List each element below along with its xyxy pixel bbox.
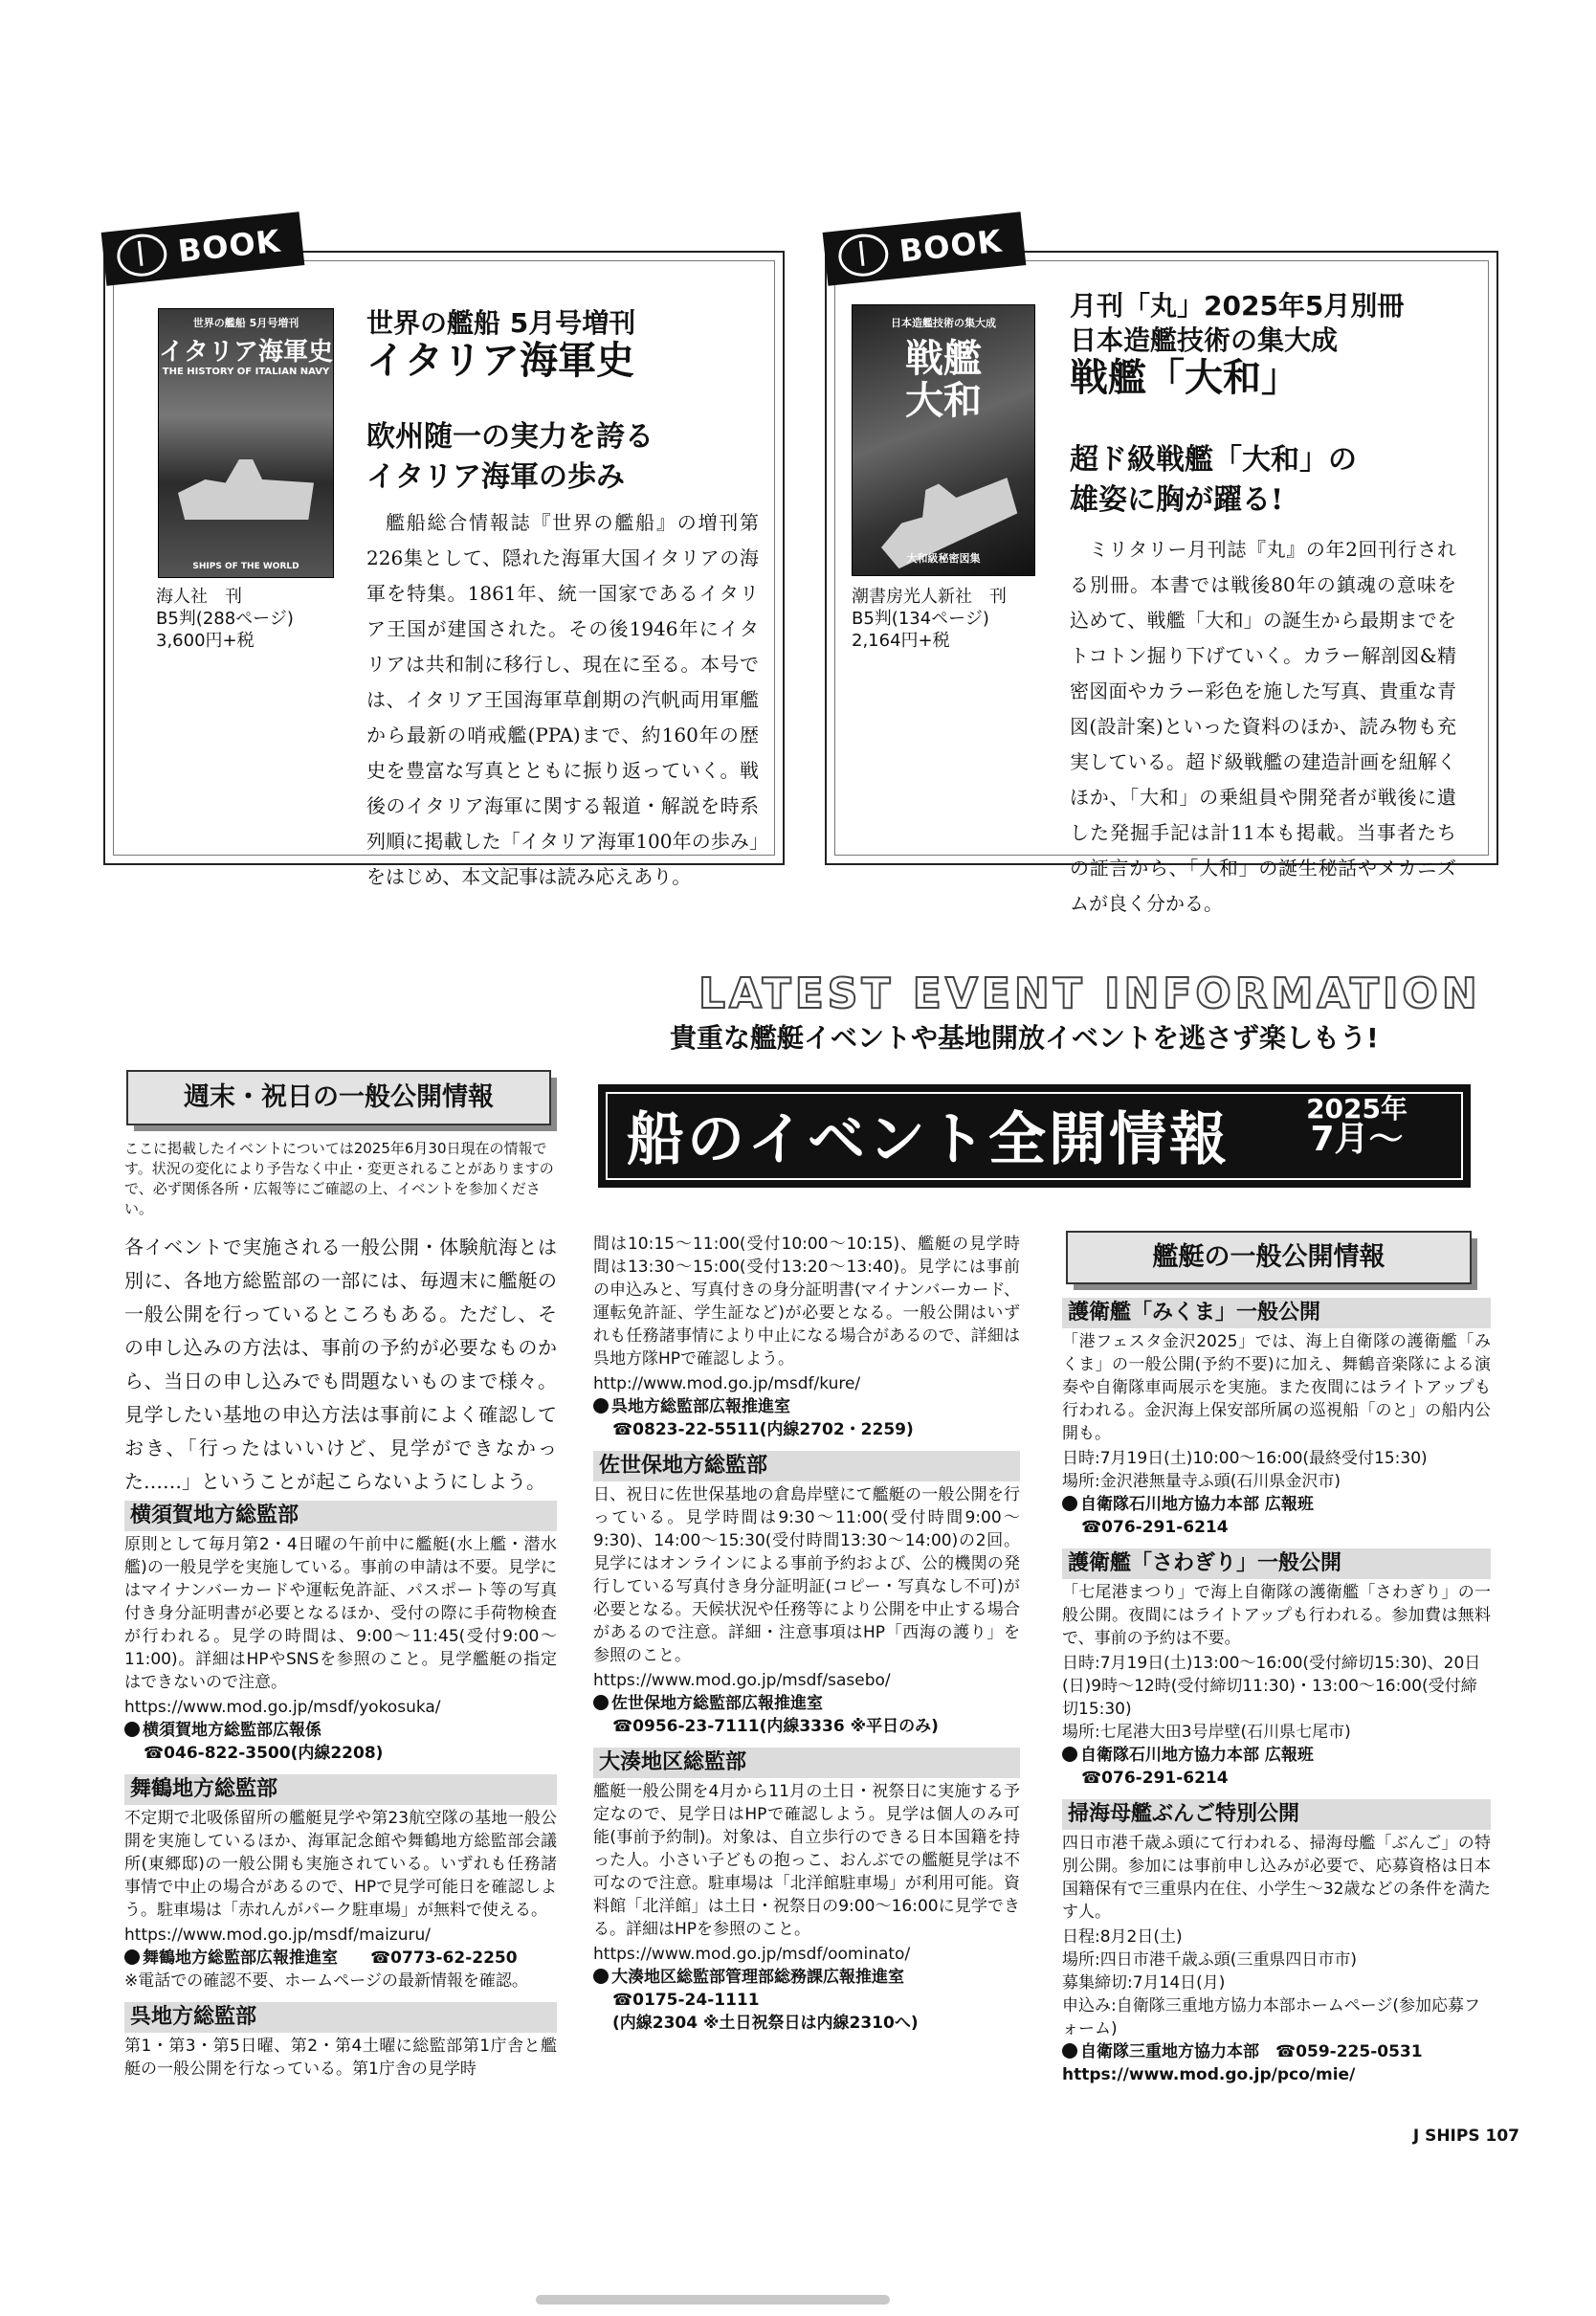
book-cover-italian-navy[interactable]: [158, 308, 334, 578]
ominato-body: 艦艇一般公開を4月から11月の土日・祝祭日に実施する予定なので、見学日はHPで確認しよう。見学は個人のみ可能(事前予約制)。対象は、自立歩行のできる日本国籍を持った人。小さい子どもの抱っこ、おんぶでの艦艇見学は不可なので注意。駐車場は「北洋館駐車場」が利用可能。資料館「北洋館」は土日・祝祭日の9:00〜16:00に見学できる。詳細はHPを参照のこと。: [593, 1782, 1020, 1939]
section-maizuru: 舞鶴地方総監部: [124, 1774, 557, 1805]
cover-title: イタリア海軍史: [159, 338, 334, 367]
page-number: J SHIPS 107: [1412, 2127, 1519, 2146]
cover-footer: SHIPS OF THE WORLD: [192, 562, 299, 571]
book1-title: イタリア海軍史: [366, 339, 634, 383]
ominato-contact-name: 大湊地区総監部管理部総務課広報推進室: [611, 1968, 904, 1987]
book-tag-label: BOOK: [176, 222, 283, 270]
bungo-apply: 申込み:自衛隊三重地方協力本部ホームページ(参加応募フォーム): [1062, 1996, 1481, 2038]
bungo-place: 場所:四日市港千歳ふ頭(三重県四日市市): [1062, 1950, 1357, 1970]
bungo-tel[interactable]: ☎059-225-0531: [1275, 2042, 1423, 2061]
book1-price: 3,600円+税: [156, 631, 255, 651]
section-kure: 呉地方総監部: [124, 2002, 557, 2033]
yokosuka-contact: [124, 1719, 557, 1742]
cover-subtitle: THE HISTORY OF ITALIAN NAVY: [162, 367, 330, 377]
public-heading-box: [1066, 1231, 1472, 1284]
book2-lead: [1070, 440, 1357, 521]
aircraft-carrier-image: [178, 453, 314, 520]
banner-year: 2025年: [1306, 1093, 1408, 1125]
book2-format: B5判(134ページ): [852, 609, 989, 629]
book1-format: B5判(288ページ): [156, 609, 294, 629]
sawagiri-contact: [1062, 1744, 1491, 1767]
kure-body: 間は10:15〜11:00(受付10:00〜10:15)、艦艇の見学時間は13:30〜15:00(受付13:20〜13:40)。見学には事前の申込みと、写真付きの身分証明書(マイナンバーカード、運転免許証、学生証など)が必要となる。一般公開はいずれも任務諸事情により中止になる場合があるので、詳細は呉地方隊HPで確認しよう。: [593, 1235, 1020, 1369]
ominato-url[interactable]: https://www.mod.go.jp/msdf/oominato/: [593, 1945, 911, 1964]
yokosuka-body: 原則として毎月第2・4日曜の午前中に艦艇(水上艦・潜水艦)の一般見学を実施している。事前の申請は不要。見学にはマイナンバーカードや運転免許証、パスポート等の写真付き身分証明書が必要となるほか、受付の際に手荷物検査が行われる。見学の時間は、9:00〜11:45(受付9:00〜11:00)。詳細はHPやSNSを参照のこと。見学艦艇の指定はできないので注意。: [124, 1535, 557, 1692]
bungo-url[interactable]: https://www.mod.go.jp/pco/mie/: [1062, 2065, 1356, 2084]
maizuru-url[interactable]: https://www.mod.go.jp/msdf/maizuru/: [124, 1926, 431, 1945]
book-tag-label: BOOK: [898, 222, 1005, 270]
right-column: [1062, 1292, 1491, 2086]
weekend-notice: ここに掲載したイベントについては2025年6月30日現在の情報です。状況の変化により予告なく中止・変更されることがありますので、必ず関係各所・広報等にご確認の上、イベントを参加ください。: [124, 1140, 554, 1217]
cover-small-title: 世界の艦船 5月号増刊: [192, 317, 299, 329]
banner-month: 7月〜: [1310, 1120, 1404, 1159]
mikuma-contact: [1062, 1493, 1491, 1516]
contact-mark-icon: [1062, 1747, 1077, 1762]
book1-publisher: 海人社 刊: [156, 587, 242, 607]
book2-lead-line1: 超ド級戦艦「大和」の: [1070, 443, 1357, 477]
sasebo-url[interactable]: https://www.mod.go.jp/msdf/sasebo/: [593, 1671, 891, 1690]
mikuma-place: 場所:金沢港無量寺ふ頭(石川県金沢市): [1062, 1472, 1341, 1491]
left-column: [124, 1495, 557, 2082]
sawagiri-date: 日時:7月19日(土)13:00〜16:00(受付締切15:30)、20日(日)9時〜12時(受付締切11:30)・13:00〜16:00(受付締切15:30): [1062, 1654, 1481, 1719]
sasebo-tel[interactable]: ☎0956-23-7111(内線3336 ※平日のみ): [612, 1717, 939, 1736]
maizuru-note: ※電話での確認不要、ホームページの最新情報を確認。: [124, 1971, 528, 1991]
weekend-intro: 各イベントで実施される一般公開・体験航海とは別に、各地方総監部の一部には、毎週末に艦艇の一般公開を行っているところもある。ただし、その申し込みの方法は、事前の予約が必要なものから、当日の申し込みでも問題ないものまで様々。見学したい基地の申込方法は事前によく確認しておき、「行ったはいいけど、見学ができなかった……」ということが起こらないようにしよう。: [124, 1236, 557, 1493]
book2-lead-line2: 雄姿に胸が躍る!: [1070, 483, 1284, 517]
maizuru-tel[interactable]: ☎0773-62-2250: [370, 1949, 518, 1968]
book-icon: [836, 232, 890, 278]
contact-mark-icon: [124, 1722, 140, 1737]
contact-mark-icon: [593, 1398, 609, 1414]
book2-publisher: 潮書房光人新社 刊: [852, 587, 1007, 607]
event-subheading: 貴重な艦艇イベントや基地開放イベントを逃さず楽しもう!: [670, 1022, 1379, 1054]
ominato-tel-ext: (内線2304 ※土日祝祭日は内線2310へ): [612, 2014, 919, 2033]
cover-footer: 大和級秘密図集: [906, 552, 981, 565]
sasebo-contact-name: 佐世保地方総監部広報推進室: [611, 1694, 823, 1713]
mikuma-contact-name: 自衛隊石川地方協力本部 広報班: [1080, 1495, 1314, 1514]
book2-body: ミリタリー月刊誌『丸』の年2回刊行される別冊。本書では戦後80年の鎮魂の意味を込めて、戦艦「大和」の誕生から最期までをトコトン掘り下げていく。カラー解剖図&精密図面やカラー彩色を施した写真、貴重な青図(設計案)といった資料のほか、読み物も充実している。超ド級戦艦の建造計画を紐解くほか、「大和」の乗組員や開発者が戦後に遺した発掘手記は計11本も掲載。当事者たちの証言から、「大和」の誕生秘話やメカニズムが良く分かる。: [1070, 538, 1456, 915]
bungo-date: 日程:8月2日(土): [1062, 1927, 1183, 1947]
bungo-contact: [1062, 2040, 1491, 2063]
kure-contact: [593, 1395, 1020, 1418]
cover-subtitle: 日本造艦技術の集大成: [891, 317, 996, 329]
cover-title: 戦艦 大和: [905, 337, 982, 423]
book2-kicker-line1: 月刊「丸」2025年5月別冊: [1070, 290, 1405, 322]
book1-lead: [366, 417, 654, 498]
kure-url[interactable]: http://www.mod.go.jp/msdf/kure/: [593, 1374, 861, 1393]
yokosuka-tel[interactable]: ☎046-822-3500(内線2208): [144, 1744, 384, 1763]
public-heading: 艦艇の一般公開情報: [1152, 1242, 1385, 1272]
sasebo-contact: [593, 1692, 1020, 1715]
book2-kicker: [1070, 289, 1404, 358]
banner-title: 船のイベント全開情報: [627, 1106, 1230, 1173]
section-sawagiri: 護衛艦「さわぎり」一般公開: [1062, 1548, 1491, 1579]
banner-date: [1306, 1093, 1408, 1159]
contact-mark-icon: [1062, 2043, 1077, 2059]
book1-publisher-info: [156, 586, 294, 652]
section-sasebo: 佐世保地方総監部: [593, 1451, 1020, 1481]
contact-mark-icon: [593, 1969, 609, 1984]
book-icon: [115, 232, 168, 278]
sawagiri-tel[interactable]: ☎076-291-6214: [1081, 1769, 1229, 1788]
book2-publisher-info: [852, 586, 1007, 652]
book1-lead-line2: イタリア海軍の歩み: [366, 460, 625, 494]
bungo-contact-name: 自衛隊三重地方協力本部: [1080, 2042, 1259, 2061]
mikuma-tel[interactable]: ☎076-291-6214: [1081, 1518, 1229, 1537]
book1-body: 艦船総合情報誌『世界の艦船』の増刊第226集として、隠れた海軍大国イタリアの海軍を特集。1861年、統一国家であるイタリア王国が建国された。その後1946年にイタリアは共和制に移行し、現在に至る。本号では、イタリア王国海軍草創期の汽帆両用軍艦から最新の哨戒艦(PPA)まで、約160年の歴史を豊富な写真とともに振り返っていく。戦後のイタリア海軍に関する報道・解説を時系列順に掲載した「イタリア海軍100年の歩み」をはじめ、本文記事は読み応えあり。: [366, 511, 759, 888]
book1-lead-line1: 欧州随一の実力を誇る: [366, 420, 654, 454]
contact-mark-icon: [593, 1695, 609, 1710]
book2-title: 戦艦「大和」: [1070, 356, 1299, 400]
book2-price: 2,164円+税: [852, 631, 950, 651]
mikuma-body: 「港フェスタ金沢2025」では、海上自衛隊の護衛艦「みくま」の一般公開(予約不要)に加え、舞鶴音楽隊による演奏や自衛隊車両展示を実施。また夜間にはライトアップも行われる。金沢海上保安部所属の巡視船「のと」の船内公開も。: [1062, 1332, 1491, 1443]
maizuru-body: 不定期で北吸係留所の艦艇見学や第23航空隊の基地一般公開を実施しているほか、海軍記念館や舞鶴地方総監部会議所(東郷邸)の一般公開も実施されている。いずれも任務諸事情で中止の場合があるので、HPで見学可能日を確認しよう。駐車場は「赤れんがパーク駐車場」が無料で使える。: [124, 1809, 557, 1920]
bungo-body: 四日市港千歳ふ頭にて行われる、掃海母艦「ぶんご」の特別公開。参加には事前申し込みが必要で、応募資格は日本国籍保有で三重県内在住、小学生〜32歳などの条件を満たす人。: [1062, 1834, 1491, 1922]
section-ominato: 大湊地区総監部: [593, 1748, 1020, 1778]
ominato-contact: [593, 1966, 1020, 1989]
contact-mark-icon: [1062, 1496, 1077, 1511]
weekend-heading: 週末・祝日の一般公開情報: [184, 1082, 494, 1112]
maizuru-contact: [124, 1947, 557, 1970]
middle-column: [593, 1231, 1020, 2035]
sawagiri-contact-name: 自衛隊石川地方協力本部 広報班: [1080, 1746, 1314, 1765]
ominato-tel[interactable]: ☎0175-24-1111: [612, 1991, 760, 2010]
event-banner: [598, 1084, 1471, 1188]
book-cover-yamato[interactable]: [852, 304, 1035, 576]
section-yokosuka: 横須賀地方総監部: [124, 1501, 557, 1531]
yokosuka-url[interactable]: https://www.mod.go.jp/msdf/yokosuka/: [124, 1698, 441, 1717]
sasebo-body: 日、祝日に佐世保基地の倉島岸壁にて艦艇の一般公開を行っている。見学時間は9:30〜11:00(受付時間9:00〜9:30)、14:00〜15:30(受付時間13:30〜14:00)の2回。見学にはオンラインによる事前予約および、公的機関の発行している写真付き身分証明証(コピー・写真なし不可)が必要となる。天候状況や任務等により公開を中止する場合があるので注意。詳細・注意事項はHP「西海の護り」を参照のこと。: [593, 1485, 1020, 1665]
latest-event-heading: LATEST EVENT INFORMATION: [698, 969, 1481, 1018]
sawagiri-body: 「七尾港まつり」で海上自衛隊の護衛艦「さわぎり」の一般公開。夜間にはライトアップも行われる。参加費は無料で、事前の予約は不要。: [1062, 1583, 1491, 1648]
mikuma-date: 日時:7月19日(土)10:00〜16:00(最終受付15:30): [1062, 1449, 1428, 1468]
book2-kicker-line2: 日本造艦技術の集大成: [1070, 324, 1339, 356]
contact-mark-icon: [124, 1949, 140, 1965]
yokosuka-contact-name: 横須賀地方総監部広報係: [143, 1721, 321, 1740]
section-bungo: 掃海母艦ぶんご特別公開: [1062, 1799, 1491, 1830]
maizuru-contact-name: 舞鶴地方総監部広報推進室: [143, 1949, 338, 1968]
sawagiri-place: 場所:七尾港大田3号岸壁(石川県七尾市): [1062, 1723, 1351, 1742]
kure-contact-name: 呉地方総監部広報推進室: [611, 1397, 790, 1416]
kure-body-start: 第1・第3・第5日曜、第2・第4土曜に総監部第1庁舎と艦艇の一般公開を行なっている。第1庁舎の見学時: [124, 2037, 557, 2079]
bungo-deadline: 募集締切:7月14日(月): [1062, 1973, 1226, 1993]
home-indicator-bar[interactable]: [536, 2295, 890, 2305]
kure-tel[interactable]: ☎0823-22-5511(内線2702・2259): [612, 1420, 914, 1439]
weekend-heading-box: [126, 1070, 551, 1125]
section-mikuma: 護衛艦「みくま」一般公開: [1062, 1298, 1491, 1328]
book1-kicker: 世界の艦船 5月号増刊: [366, 307, 636, 339]
